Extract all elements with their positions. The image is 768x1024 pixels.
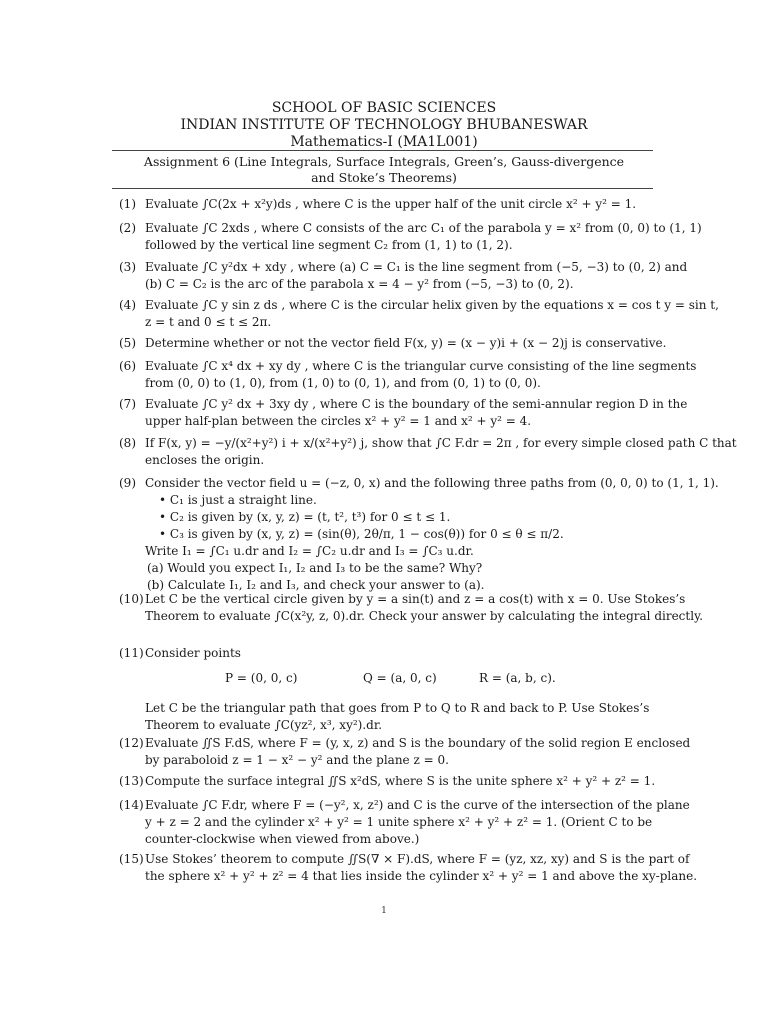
problem-text: Evaluate ∬S F.dS, where F = (y, x, z) and S is the boundary of the solid region E enclosed (145, 736, 691, 750)
assignment-title-line: Assignment 6 (Line Integrals, Surface Integrals, Green’s, Gauss-divergence (143, 154, 625, 169)
problem-text: Evaluate ∫C 2xds , where C consists of the arc C₁ of the parabola y = x² from (0, 0) to (1, 1) (145, 221, 702, 235)
problem-text: Consider points (145, 646, 241, 660)
assignment-title-line: and Stoke’s Theorems) (311, 170, 457, 185)
problem-12 (119, 735, 691, 769)
problem-number: (15) (119, 852, 144, 866)
problem-8 (119, 435, 737, 469)
assignment-title (0, 154, 768, 186)
problem-text: the sphere x² + y² + z² = 4 that lies inside the cylinder x² + y² = 1 and above the xy-plane. (145, 869, 698, 883)
point-r: R = (a, b, c). (479, 671, 556, 685)
problem-10 (119, 591, 704, 625)
problem-text: (b) C = C₂ is the arc of the parabola x = 4 − y² from (−5, −3) to (0, 2). (145, 277, 574, 291)
institute-name: INDIAN INSTITUTE OF TECHNOLOGY BHUBANESWAR (180, 117, 588, 133)
problem-text: from (0, 0) to (1, 0), from (1, 0) to (0, 1), and from (0, 1) to (0, 0). (145, 376, 541, 390)
problem-text: followed by the vertical line segment C₂ from (1, 1) to (1, 2). (145, 238, 513, 252)
problem-13 (119, 773, 656, 790)
problem-text: Let C be the triangular path that goes from P to Q to R and back to P. Use Stokes’s (145, 701, 650, 715)
path-bullet: • C₃ is given by (x, y, z) = (sin(θ), 2θ/π, 1 − cos(θ)) for 0 ≤ θ ≤ π/2. (159, 527, 564, 541)
problem-2 (119, 220, 702, 254)
problem-text: Evaluate ∫C x⁴ dx + xy dy , where C is the triangular curve consisting of the line segments (145, 359, 697, 373)
problem-11 (119, 645, 650, 734)
course-title: Mathematics-I (MA1L001) (290, 134, 478, 150)
problem-7 (119, 396, 688, 430)
problem-text: Evaluate ∫C y²dx + xdy , where (a) C = C₁ is the line segment from (−5, −3) to (0, 2) and (145, 260, 688, 274)
problem-text: Let C be the vertical circle given by y = a sin(t) and z = a cos(t) with x = 0. Use Stokes’s (145, 592, 686, 606)
problem-number: (13) (119, 774, 144, 788)
problem-number: (1) (119, 197, 136, 211)
problem-15 (119, 851, 698, 885)
problem-4 (119, 297, 719, 331)
problem-text: Determine whether or not the vector field F(x, y) = (x − y)i + (x − 2)j is conservative. (145, 336, 667, 350)
problem-text: Use Stokes’ theorem to compute ∬S(∇ × F).dS, where F = (yz, xz, xy) and S is the part of (145, 852, 690, 866)
problem-text: encloses the origin. (145, 453, 265, 467)
problem-14 (119, 797, 690, 848)
page-number: 1 (381, 906, 387, 916)
points-row (145, 670, 647, 690)
problem-number: (7) (119, 397, 136, 411)
problem-number: (10) (119, 592, 144, 606)
title-divider (112, 188, 653, 189)
problem-text: upper half-plan between the circles x² + y² = 1 and x² + y² = 4. (145, 414, 532, 428)
problem-3 (119, 259, 688, 293)
problem-text: If F(x, y) = −y/(x²+y²) i + x/(x²+y²) j, show that ∫C F.dr = 2π , for every simple closed path C that (145, 436, 737, 450)
problem-text: z = t and 0 ≤ t ≤ 2π. (145, 315, 272, 329)
problem-number: (8) (119, 436, 136, 450)
point-q: Q = (a, 0, c) (363, 671, 437, 685)
problem-text: Evaluate ∫C F.dr, where F = (−y², x, z²) and C is the curve of the intersection of the plane (145, 798, 690, 812)
path-bullet: • C₁ is just a straight line. (159, 493, 317, 507)
problem-text: Evaluate ∫C y sin z ds , where C is the circular helix given by the equations x = cos t y = sin t, (145, 298, 719, 312)
problem-number: (3) (119, 260, 136, 274)
problem-text: Theorem to evaluate ∫C(yz², x³, xy²).dr. (145, 718, 383, 732)
problem-text: counter-clockwise when viewed from above.) (145, 832, 420, 846)
document-header (0, 100, 768, 151)
problem-number: (14) (119, 798, 144, 812)
problem-9 (119, 475, 719, 594)
problem-6 (119, 358, 697, 392)
point-p: P = (0, 0, c) (225, 671, 298, 685)
subpart-a: (a) Would you expect I₁, I₂ and I₃ to be the same? Why? (147, 561, 483, 575)
problem-number: (9) (119, 476, 136, 490)
problem-text: by paraboloid z = 1 − x² − y² and the plane z = 0. (145, 753, 449, 767)
subpart-b: (b) Calculate I₁, I₂ and I₃, and check your answer to (a). (147, 578, 485, 592)
path-bullet: • C₂ is given by (x, y, z) = (t, t², t³) for 0 ≤ t ≤ 1. (159, 510, 451, 524)
problem-number: (4) (119, 298, 136, 312)
header-divider (112, 150, 653, 151)
problem-text: Evaluate ∫C y² dx + 3xy dy , where C is the boundary of the semi-annular region D in the (145, 397, 688, 411)
problem-text: Theorem to evaluate ∫C(x²y, z, 0).dr. Check your answer by calculating the integral directly. (145, 609, 704, 623)
school-name: SCHOOL OF BASIC SCIENCES (271, 100, 497, 116)
problem-text: Write I₁ = ∫C₁ u.dr and I₂ = ∫C₂ u.dr and I₃ = ∫C₃ u.dr. (145, 544, 474, 558)
problem-text: Compute the surface integral ∬S x²dS, where S is the unite sphere x² + y² + z² = 1. (145, 774, 656, 788)
problem-5 (119, 335, 667, 352)
problem-number: (12) (119, 736, 144, 750)
problem-text: Evaluate ∫C(2x + x²y)ds , where C is the upper half of the unit circle x² + y² = 1. (145, 197, 637, 211)
problem-text: Consider the vector field u = (−z, 0, x) and the following three paths from (0, 0, 0) to (1, 1, 1). (145, 476, 719, 490)
problem-number: (11) (119, 646, 144, 660)
problem-number: (5) (119, 336, 136, 350)
problem-1 (119, 196, 647, 213)
problem-text: y + z = 2 and the cylinder x² + y² = 1 unite sphere x² + y² + z² = 1. (Orient C to be (145, 815, 653, 829)
problem-number: (6) (119, 359, 136, 373)
problem-number: (2) (119, 221, 136, 235)
